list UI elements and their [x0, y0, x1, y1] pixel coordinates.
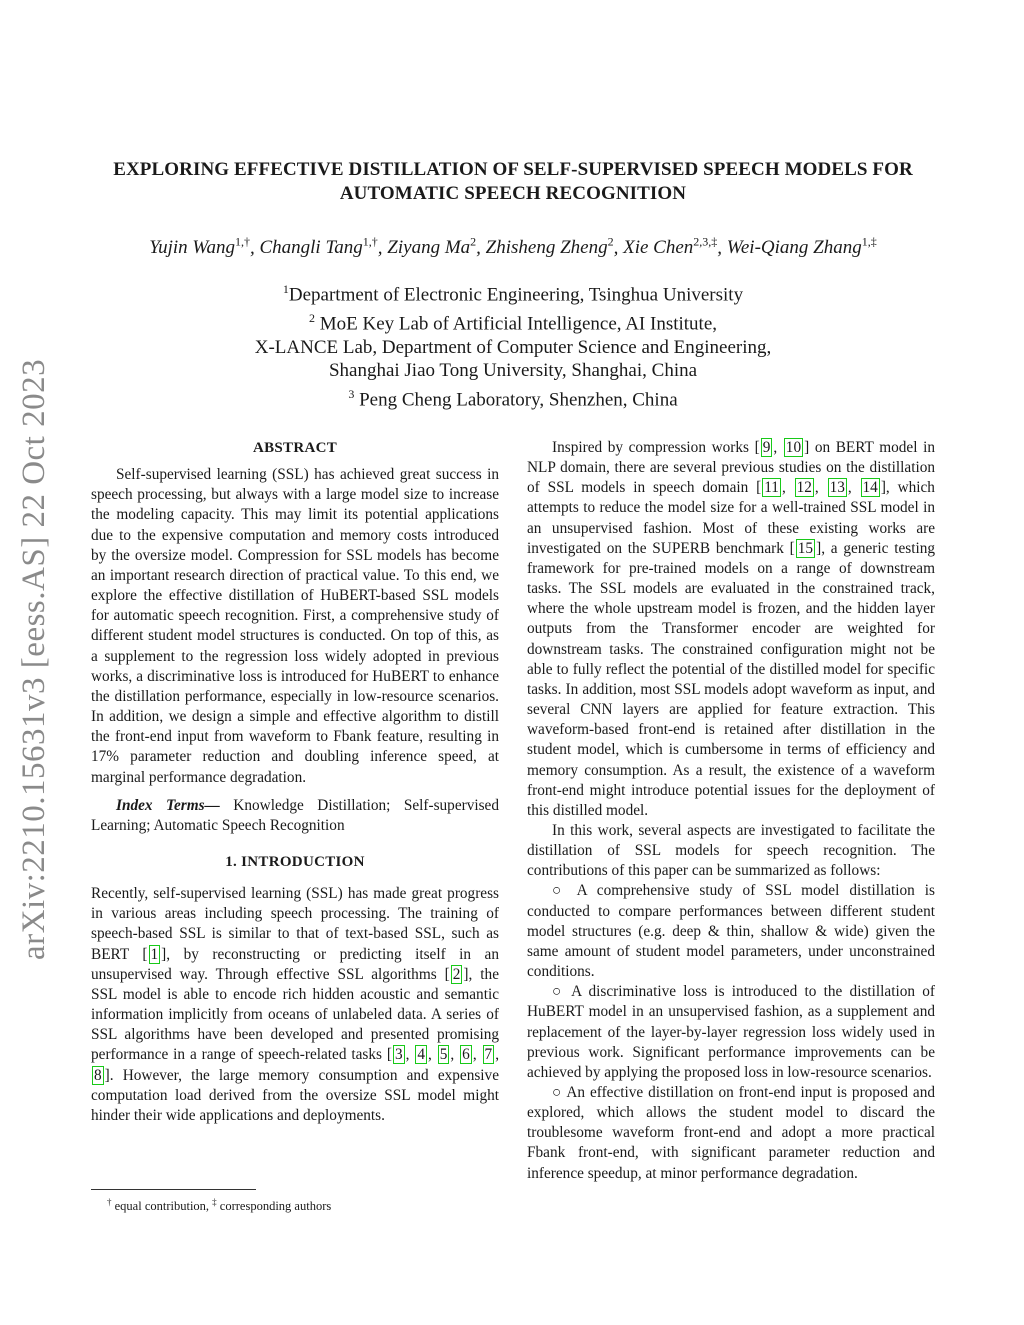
author-list: Yujin Wang$^{1,\dagger}$, Changli Tang$^{1,\dagger}$, Ziyang Ma$^2$, Zhisheng Zheng$^2$, Xie Chen$^{2,3,\ddagger}$, Wei-Qiang Zhang$^{1,\ddagger}$ [149, 235, 877, 259]
citation-link[interactable]: 1 [150, 945, 159, 963]
abstract-text: Self-supervised learning (SSL) has achieved great success in speech processing, but always with a large model size to increase the modeling capacity. This may limit its potential applications due to the expensive computation and memory costs introduced by the oversize model. Compression for SSL models has become an important research direction of practical value. To this end, we explore the effective distillation of HuBERT-based SSL models for automatic speech recognition. First, a comprehensive study of different student model structures is conducted. On top of this, as a supplement to the regression loss widely adopted in previous works, a discriminative loss is introduced for HuBERT to enhance the distillation performance, especially in low-resource scenarios. In addition, we design a simple and effective algorithm to distill the front-end input from waveform to Fbank feature, resulting in 17% parameter reduction and doubling inference speed, at marginal performance degradation. [91, 466, 499, 786]
affiliations [140, 278, 886, 411]
citation-link[interactable]: 13 [829, 479, 845, 497]
affiliation-2-line-3: Shanghai Jiao Tong University, Shanghai, China [328, 360, 698, 382]
left-column [91, 438, 499, 1126]
citation-link[interactable]: 12 [796, 479, 812, 497]
citation-link[interactable]: 15 [797, 539, 814, 557]
citation-link[interactable]: 5 [439, 1046, 448, 1064]
affiliation-1: $^1$Department of Electronic Engineering, Tsinghua University [282, 282, 744, 306]
citation-link[interactable]: 11 [764, 479, 779, 497]
title-line-2: AUTOMATIC SPEECH RECOGNITION [339, 183, 687, 204]
contribution-bullet-3: ○ An effective distillation on front-end input is proposed and explored, which allows the student model to discard the troublesome waveform front-end and adopt a more practical Fbank front-end, with significant parameter reduction and inference speedup, at minor performance degradation. [527, 1084, 935, 1182]
index-terms: Index Terms— Knowledge Distillation; Self-supervised Learning; Automatic Speech Recognition [91, 796, 499, 834]
citation-link[interactable]: 8 [94, 1066, 102, 1084]
footnote-divider [91, 1189, 256, 1190]
affiliation-2-line-2: X-LANCE Lab, Department of Computer Science and Engineering, [254, 336, 772, 358]
author: Zhisheng Zheng$^2$ [485, 235, 614, 259]
author: Ziyang Ma$^2$ [387, 235, 477, 259]
arxiv-identifier: arXiv:2210.15631v3 [eess.AS] 22 Oct 2023 [16, 358, 52, 960]
affiliation-2: $^2$ MoE Key Lab of Artificial Intelligence, AI Institute, [308, 310, 718, 335]
contribution-bullet-2: ○ A discriminative loss is introduced to the distillation of HuBERT model in an unsupervised fashion, as a supplement and replacement of the layer-by-layer regression loss widely used in previous work. Significant performance improvements can be achieved by applying the proposed loss in low-resource scenarios. [527, 983, 935, 1081]
right-paragraph-2: In this work, several aspects are investigated to facilitate the distillation of SSL models for speech recognition. The contributions of this paper can be summarized as follows: [527, 821, 935, 880]
right-column [527, 438, 935, 1184]
author: Yujin Wang$^{1,\dagger}$ [149, 235, 250, 259]
citation-link[interactable]: 3 [394, 1046, 403, 1064]
right-paragraph-1: Inspired by compression works [ 9 , 10 ] on BERT model in NLP domain, there are several previous studies on the distillation of SSL models in speech domain [ 11 , 12 , 13 , 14 ], which attempts to reduce the model size for a well-trained SSL model in an unsupervised fashion. Most of these existing works are investigated on the SUPERB benchmark [ 15 ], a generic testing framework for pre-trained models on a range of downstream tasks. The SSL models are evaluated in the constrained track, where the whole upstream model is frozen, and the hidden layer outputs from the Transformer encoder are weighted for downstream tasks. The constrained configuration might not be able to fully reflect the potential of the distilled model for specific tasks. In addition, most SSL models adopt waveform as input, and several CNN layers are applied for feature extraction. This waveform-based front-end is retained after distillation in the student model, which is cumbersome in terms of efficiency and memory consumption. As a result, the existence of a waveform front-end might introduce potential issues for the deployment of this distilled model. [527, 439, 935, 819]
citation-link[interactable]: 10 [785, 439, 802, 456]
citation-link[interactable]: 4 [417, 1046, 426, 1064]
author: Changli Tang$^{1,\dagger}$ [259, 235, 378, 259]
introduction-paragraph: Recently, self-supervised learning (SSL) has made great progress in various areas including speech processing. The training of speech-based SSL is similar to that of text-based SSL, such as BERT [ 1 ], by reconstructing or predicting itself in an unsupervised way. Through effective SSL algorithms [ 2 ], the SSL model is able to encode rich hidden acoustic and semantic information implicitly from oceans of unlabeled data. A series of SSL algorithms have been developed and presented promising performance in a range of speech-related tasks [ 3 , 4 , 5 , 6 , 7 , 8 ]. However, the large memory consumption and expensive computation load derived from the oversize SSL model might hinder their wide applications and deployments. [91, 885, 500, 1124]
introduction-heading: 1. INTRODUCTION [225, 853, 365, 870]
citation-link[interactable]: 9 [762, 439, 771, 456]
author: Wei-Qiang Zhang$^{1,\ddagger}$ [726, 235, 877, 259]
author: Xie Chen$^{2,3,\ddagger}$ [623, 235, 718, 259]
title-line-1: EXPLORING EFFECTIVE DISTILLATION OF SELF-SUPERVISED SPEECH MODELS FOR [113, 159, 913, 180]
footnote: † equal contribution, ‡ corresponding authors [107, 1197, 332, 1214]
paper-title [80, 158, 946, 206]
index-terms-label: Index Terms— [116, 796, 220, 814]
citation-link[interactable]: 2 [452, 965, 461, 983]
affiliation-3: $^3$ Peng Cheng Laboratory, Shenzhen, China [348, 386, 678, 410]
citation-link[interactable]: 14 [862, 479, 878, 497]
contribution-bullet-1: ○ A comprehensive study of SSL model distillation is conducted to compare performances between different student model structures (e.g. deep & thin, shallow & wide) given the same amount of student model parameters, under unconstrained conditions. [527, 882, 935, 981]
citation-link[interactable]: 7 [484, 1046, 493, 1064]
abstract-heading: ABSTRACT [252, 440, 338, 456]
citation-link[interactable]: 6 [462, 1046, 470, 1064]
